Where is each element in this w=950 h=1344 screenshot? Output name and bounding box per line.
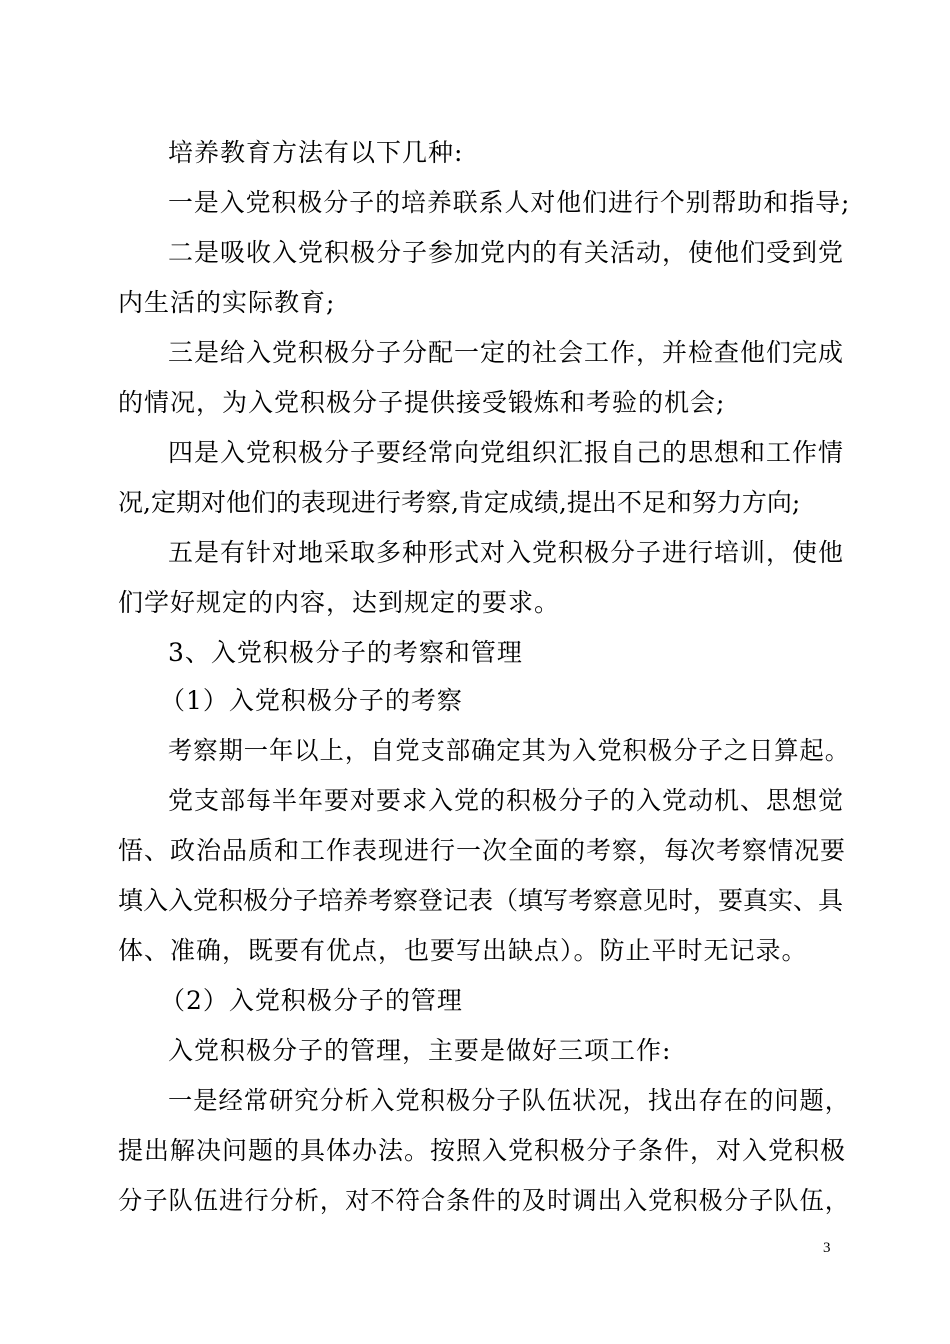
text-line: 四是入党积极分子要经常向党组织汇报自己的思想和工作情 bbox=[168, 438, 845, 467]
text-line: 三是给入党积极分子分配一定的社会工作，并检查他们完成 bbox=[168, 338, 845, 367]
text-line: 填入入党积极分子培养考察登记表（填写考察意见时，要真实、具 bbox=[118, 886, 844, 915]
text-line: 分子队伍进行分析，对不符合条件的及时调出入党积极分子队伍， bbox=[118, 1186, 850, 1215]
text-line: 五是有针对地采取多种形式对入党积极分子进行培训，使他 bbox=[168, 538, 845, 567]
text-line: 提出解决问题的具体办法。按照入党积极分子条件，对入党积极 bbox=[118, 1136, 847, 1165]
text-line: 一是经常研究分析入党积极分子队伍状况，找出存在的问题， bbox=[168, 1086, 851, 1115]
text-line: 一是入党积极分子的培养联系人对他们进行个别帮助和指导; bbox=[168, 188, 851, 217]
text-line: 二是吸收入党积极分子参加党内的有关活动，使他们受到党 bbox=[168, 238, 845, 267]
text-line: 入党积极分子的管理，主要是做好三项工作: bbox=[168, 1036, 672, 1065]
subsection-heading: （2）入党积极分子的管理 bbox=[160, 986, 463, 1015]
text-line: 况,定期对他们的表现进行考察,肯定成绩,提出不足和努力方向; bbox=[118, 488, 801, 517]
text-line: 内生活的实际教育; bbox=[118, 288, 336, 317]
text-line: 体、准确，既要有优点，也要写出缺点）。防止平时无记录。 bbox=[118, 936, 808, 965]
text-line: 悟、政治品质和工作表现进行一次全面的考察，每次考察情况要 bbox=[118, 836, 847, 865]
text-line: 党支部每半年要对要求入党的积极分子的入党动机、思想觉 bbox=[168, 786, 845, 815]
subsection-heading: （1）入党积极分子的考察 bbox=[160, 686, 463, 715]
section-heading: 3、入党积极分子的考察和管理 bbox=[168, 638, 523, 667]
text-line: 培养教育方法有以下几种: bbox=[168, 138, 464, 167]
text-line: 考察期一年以上，自党支部确定其为入党积极分子之日算起。 bbox=[168, 736, 851, 765]
text-line: 的情况，为入党积极分子提供接受锻炼和考验的机会; bbox=[118, 388, 726, 417]
text-line: 们学好规定的内容，达到规定的要求。 bbox=[118, 588, 561, 617]
page-number: 3 bbox=[823, 1240, 831, 1256]
